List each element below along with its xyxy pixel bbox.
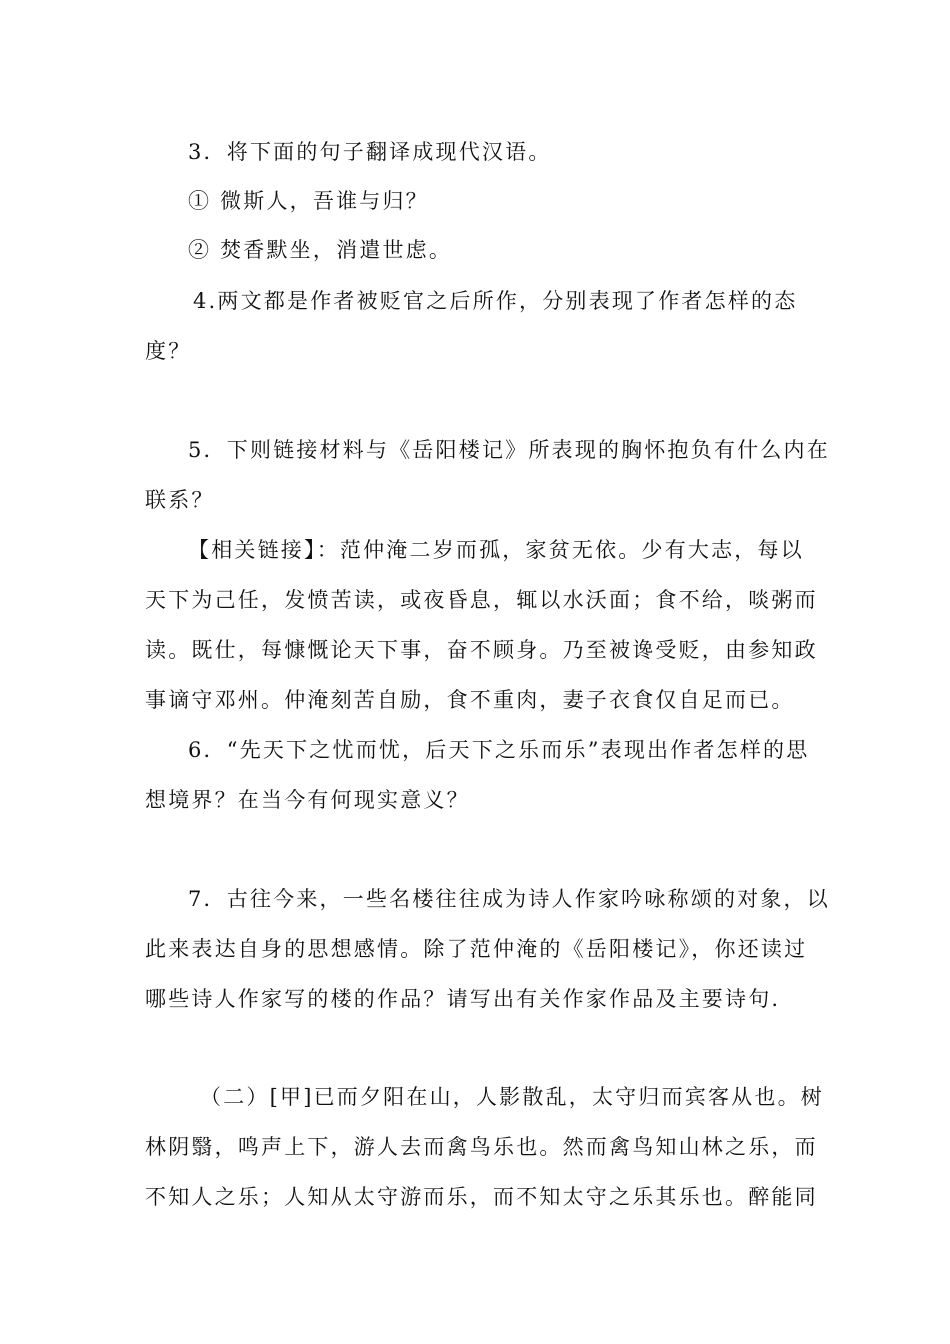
question-6-line-2: 想境界？在当今有何现实意义？ [145,788,470,812]
question-7-line-3: 哪些诗人作家写的楼的作品？请写出有关作家作品及主要诗句. [145,987,781,1011]
question-3-item-1: ① 微斯人，吾谁与归？ [188,189,429,213]
question-4-line-1: 4.两文都是作者被贬官之后所作，分别表现了作者怎样的态 [193,289,798,313]
question-7-line-2: 此来表达自身的思想感情。除了范仲淹的《岳阳楼记》，你还读过 [145,937,808,961]
question-5-line-2: 联系？ [145,488,215,512]
question-3-item-2: ② 焚香默坐，消遣世虑。 [188,238,453,262]
question-3-title: 3．将下面的句子翻译成现代汉语。 [188,140,552,164]
related-link-line-1: 【相关链接】：范仲淹二岁而孤，家贫无依。少有大志，每以 [188,538,804,562]
question-6-line-1: 6．“先天下之忧而忧，后天下之乐而乐”表现出作者怎样的思 [188,738,810,762]
question-4-line-2: 度？ [145,339,192,363]
question-5-line-1: 5．下则链接材料与《岳阳楼记》所表现的胸怀抱负有什么内在 [188,438,830,462]
passage-2-line-2: 林阴翳，鸣声上下，游人去而禽鸟乐也。然而禽鸟知山林之乐，而 [145,1135,818,1159]
related-link-line-3: 读。既仕，每慷慨论天下事，奋不顾身。乃至被谗受贬，由参知政 [145,638,818,662]
related-link-line-2: 天下为己任，发愤苦读，或夜昏息，辄以水沃面；食不给，啖粥而 [145,588,818,612]
question-7-line-1: 7．古往今来，一些名楼往往成为诗人作家吟咏称颂的对象，以 [188,887,830,911]
related-link-line-4: 事谪守邓州。仲淹刻苦自励，食不重肉，妻子衣食仅自足而已。 [145,688,795,712]
passage-2-line-3: 不知人之乐；人知从太守游而乐，而不知太守之乐其乐也。醉能同 [145,1185,818,1209]
passage-2-line-1: （二）[甲]已而夕阳在山，人影散乱，太守归而宾客从也。树 [200,1085,824,1109]
